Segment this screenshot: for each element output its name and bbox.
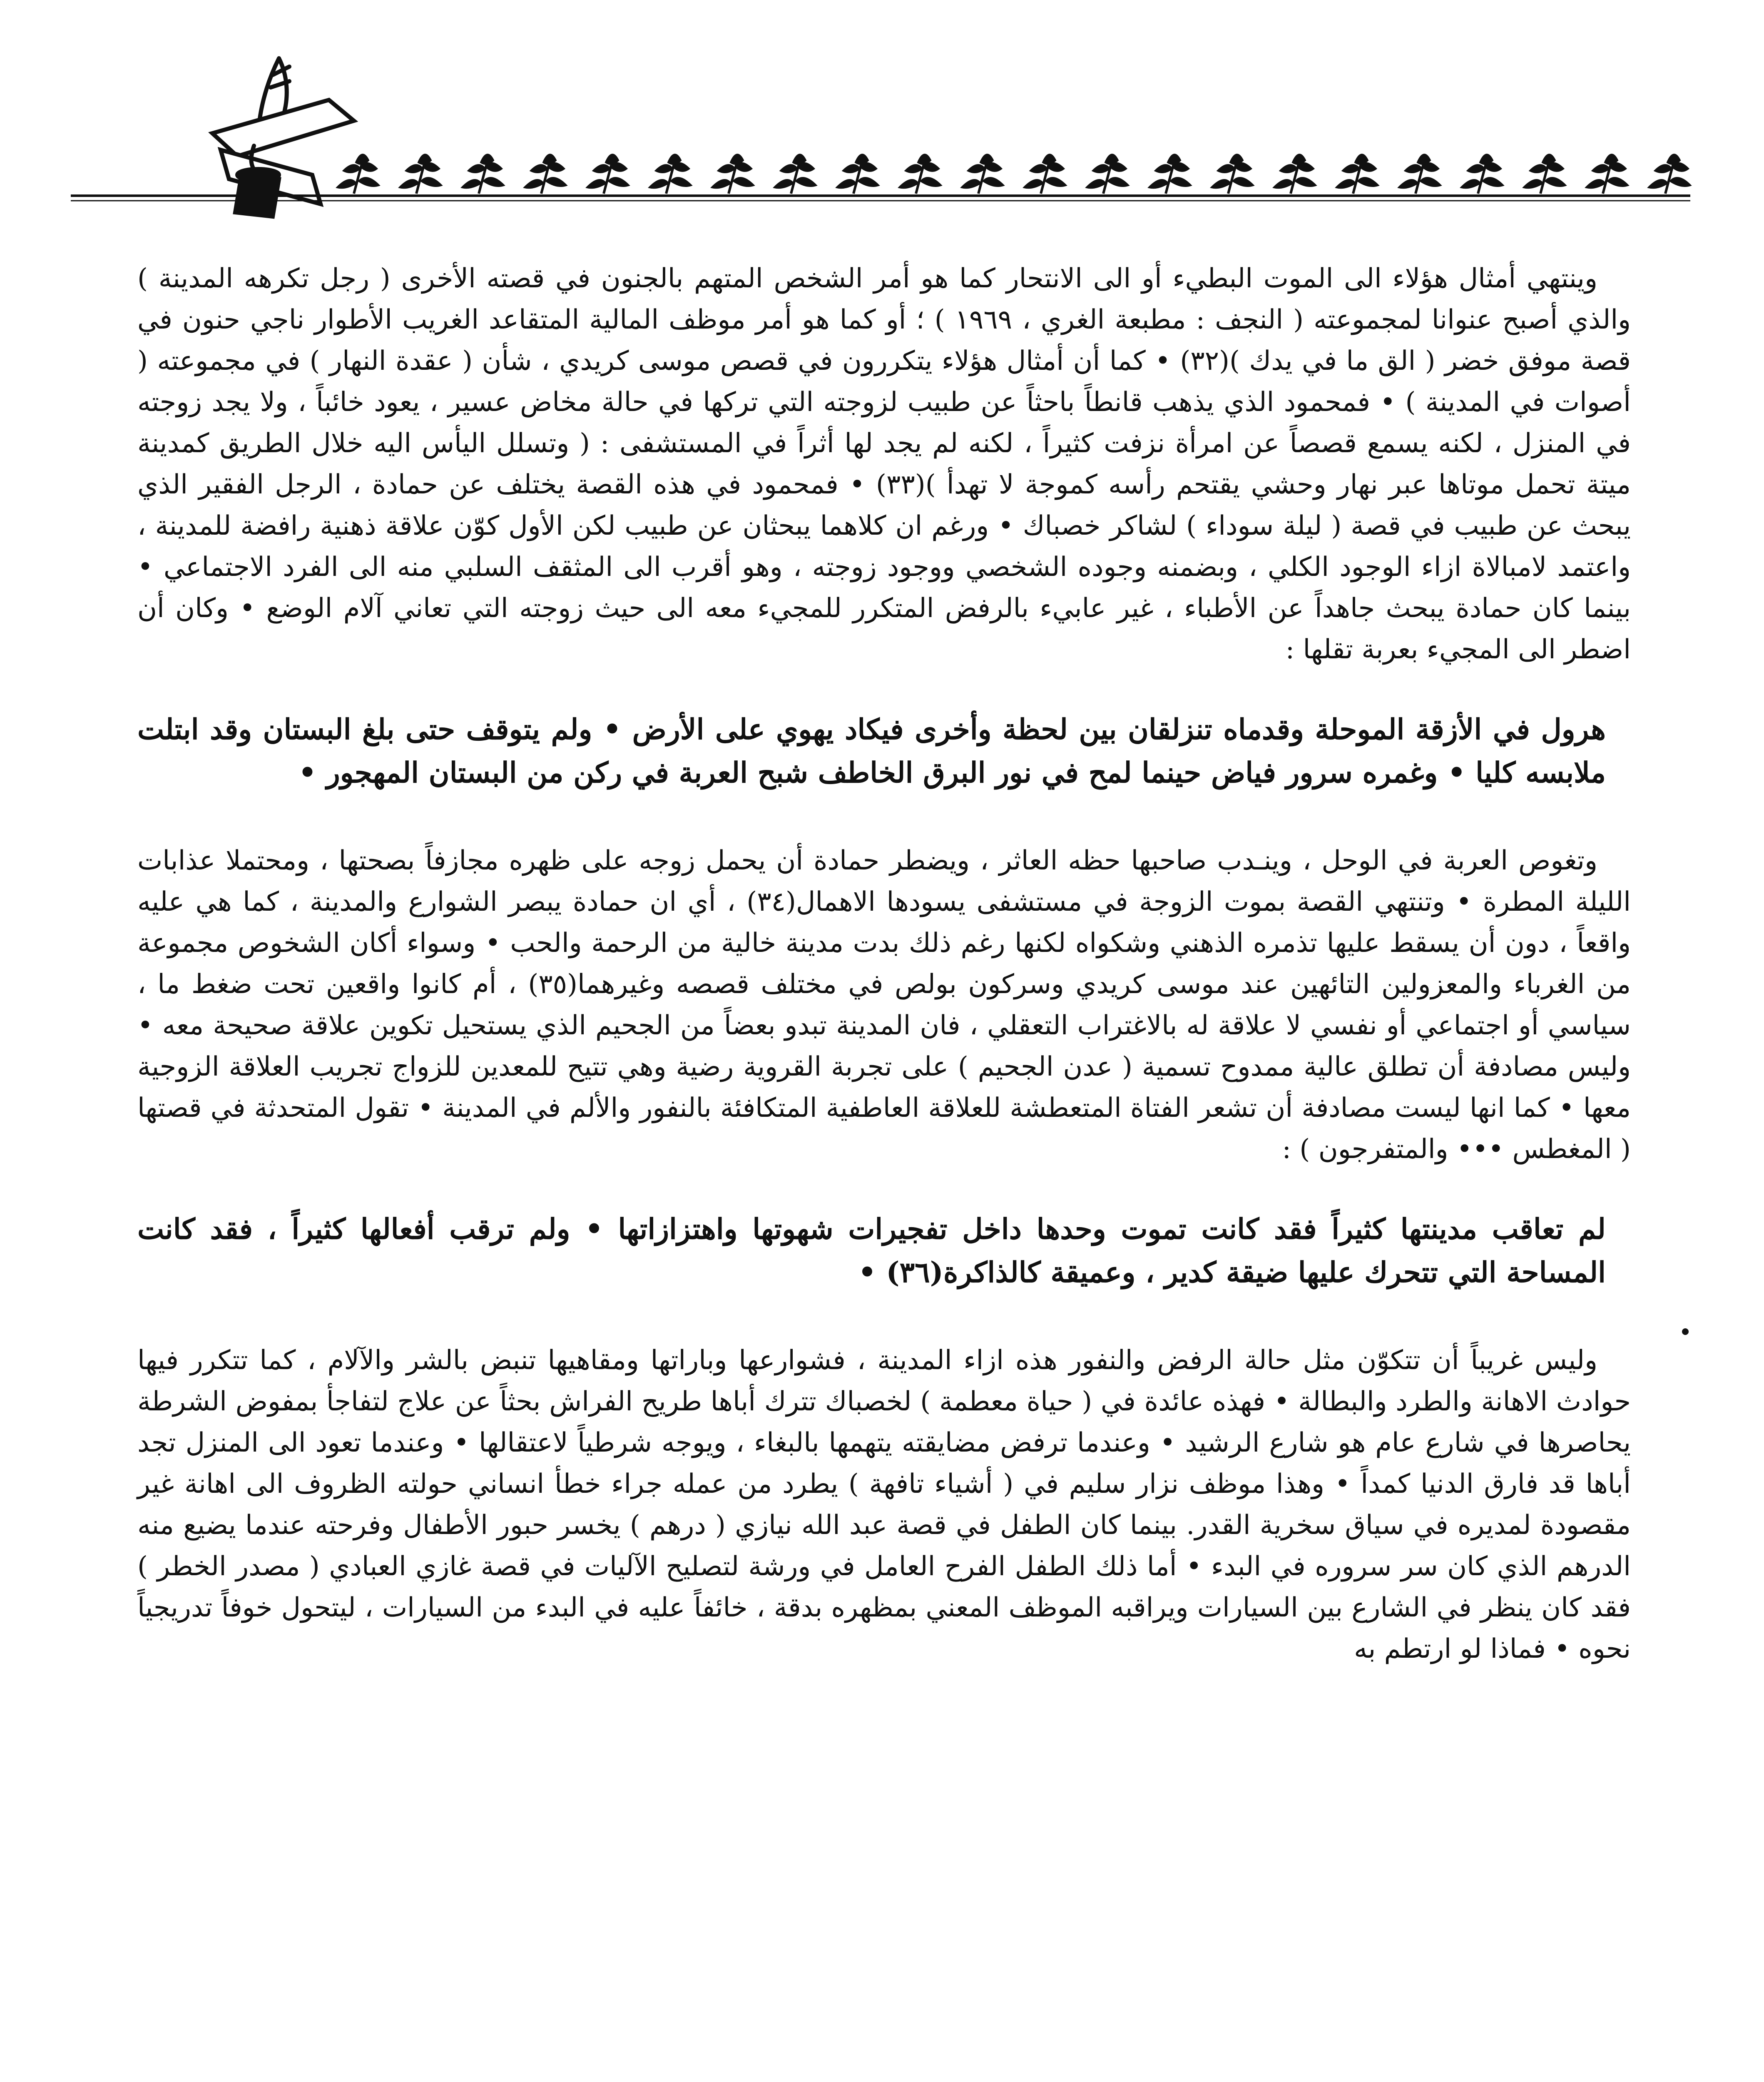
leaf-sprig-icon <box>774 154 816 194</box>
leaf-sprig-icon <box>1274 154 1316 194</box>
paragraph-3: وليس غريباً أن تتكوّن مثل حالة الرفض والنفور هذه ازاء المدينة ، فشوارعها وباراتها ومقاهيها تنبض بالشر والآلام ، كما تتكرر فيها حوادث الاهانة والطرد والبطالة • فهذه عائدة في ( حياة معطمة ) لخصباك تترك أباها طريح الفراش بحثاً عن علاج لتفاجأ بمفوض الشرطة يحاصرها في شارع عام هو شارع الرشيد • وعندما ترفض مضايقته يتهمها بالبغاء ، ويوجه شرطياً لاعتقالها • وعندما تعود الى المنزل تجد أباها قد فارق الدنيا كمداً • وهذا موظف نزار سليم في ( أشياء تافهة ) يطرد من عمله جراء خطأ انساني حولته الظروف الى اهانة غير مقصودة لمديره في سياق سخرية القدر. بينما كان الطفل في قصة عبد الله نيازي ( درهم ) يخسر حبور الأطفال وفرحته عندما يضيع منه الدرهم الذي كان سر سروره في البدء • أما ذلك الطفل الفرح العامل في ورشة لتصليح الآليات في قصة غازي العبادي ( مصدر الخطر ) فقد كان ينظر في الشارع بين السيارات ويراقبه الموظف المعني بمظهره بدقة ، خائفاً عليه في البدء من السيارات ، ليتحول خوفاً تدريجياً نحوه • فماذا لو ارتطم به <box>137 1345 1631 1664</box>
leaf-sprig-icon <box>1461 154 1503 194</box>
leaf-sprig-icon <box>462 154 504 194</box>
leaf-sprig-icon <box>1586 154 1628 194</box>
leaf-sprig-icon <box>837 154 878 194</box>
quote-2: لم تعاقب مدينتها كثيراً فقد كانت تموت وحدها داخل تفجيرات شهوتها واهتزازاتها • ولم ترقب أفعالها كثيراً ، فقد كانت المساحة التي تتحرك عليها ضيقة كدير ، وعميقة كالذاكرة(٣٦) • <box>137 1213 1606 1289</box>
quill-ink-icon <box>212 58 354 217</box>
header-ornament <box>62 50 1699 242</box>
leaf-sprig-icon <box>712 154 754 194</box>
stray-dot <box>1682 1328 1689 1335</box>
leaf-sprig-icon <box>962 154 1003 194</box>
leaf-sprig-icon <box>649 154 691 194</box>
document-body <box>137 258 1631 1670</box>
leaf-sprig-icon <box>1024 154 1066 194</box>
leaf-sprig-icon <box>1649 154 1690 194</box>
paragraph-2: وتغوص العربة في الوحل ، وينـدب صاحبها حظه العاثر ، ويضطر حمادة أن يحمل زوجه على ظهره مجازفاً بصحتها ، ومحتملا عذابات الليلة المطرة • وتنتهي القصة بموت الزوجة في مستشفى يسودها الاهمال(٣٤) ، أي ان حمادة يبصر الشوارع والمدينة ، كما هي عليه واقعاً ، دون أن يسقط عليها تذمره الذهني وشكواه لكنها رغم ذلك بدت مدينة خالية من الرحمة والحب • وسواء أكان الشخوص مجموعة من الغرباء والمعزولين التائهين عند موسى كريدي وسركون بولص في مختلف قصصه وغيرهما(٣٥) ، أم كانوا واقعين تحت ضغط ما ، سياسي أو اجتماعي أو نفسي لا علاقة له بالاغتراب التعقلي ، فان المدينة تبدو بعضاً من الجحيم الذي يستحيل تكوين علاقة صحيحة معه • وليس مصادفة أن تطلق عالية ممدوح تسمية ( عدن الجحيم ) على تجربة القروية رضية وهي تتيح للمعدين للزواج تجريب العلاقة الزوجية معها • كما انها ليست مصادفة أن تشعر الفتاة المتعطشة للعلاقة العاطفية المتكافئة بالنفور والألم في المدينة • تقول المتحدثة في قصتها ( المغطس ••• والمتفرجون ) : <box>137 845 1631 1165</box>
quote-1: هرول في الأزقة الموحلة وقدماه تنزلقان بين لحظة وأخرى فيكاد يهوي على الأرض • ولم يتوقف حتى بلغ البستان وقد ابتلت ملابسه كليا • وغمره سرور فياض حينما لمح في نور البرق الخاطف شبح العربة في ركن من البستان المهجور • <box>137 713 1606 789</box>
leaf-sprig-icon <box>1336 154 1378 194</box>
leaf-sprig-icon <box>1087 154 1128 194</box>
leaf-sprig-icon <box>899 154 941 194</box>
leaf-sprig-icon <box>587 154 629 194</box>
leaf-sprig-icon <box>1212 154 1253 194</box>
leaf-sprig-icon <box>1524 154 1565 194</box>
leaf-sprig-icon <box>337 154 379 194</box>
paragraph-1: وينتهي أمثال هؤلاء الى الموت البطيء أو الى الانتحار كما هو أمر الشخص المتهم بالجنون في قصته الأخرى ( رجل تكرهه المدينة ) والذي أصبح عنوانا لمجموعته ( النجف : مطبعة الغري ، ١٩٦٩ ) ؛ أو كما هو أمر موظف المالية المتقاعد الغريب الأطوار ناجي حنون في قصة موفق خضر ( الق ما في يدك )(٣٢) • كما أن أمثال هؤلاء يتكررون في قصص موسى كريدي ، شأن ( عقدة النهار ) في مجموعته ( أصوات في المدينة ) • فمحمود الذي يذهب قانطاً باحثاً عن طبيب لزوجته التي تركها في حالة مخاض عسير ، يعود خائباً ، ولا يجد زوجته في المنزل ، لكنه يسمع قصصاً عن امرأة نزفت كثيراً ، لكنه لم يجد لها أثراً في المستشفى : ( وتسلل اليأس اليه خلال الطريق كمدينة ميتة تحمل موتاها عبر نهار وحشي يقتحم رأسه كموجة لا تهدأ )(٣٣) • فمحمود في هذه القصة يختلف عن حمادة ، الرجل الفقير الذي يبحث عن طبيب في قصة ( ليلة سوداء ) لشاكر خصباك • ورغم ان كلاهما يبحثان عن طبيب لكن الأول كوّن علاقة ذهنية رافضة للمدينة ، واعتمد لامبالاة ازاء الوجود الكلي ، وبضمنه وجوده الشخصي ووجود زوجته ، وهو أقرب الى المثقف السلبي منه الى الفرد الاجتماعي • بينما كان حمادة يبحث جاهداً عن الأطباء ، غير عابيء بالرفض المتكرر للمجيء معه الى حيث زوجته التي تعاني آلام الوضع • وكان أن اضطر الى المجيء بعربة تقلها : <box>137 263 1631 665</box>
leaf-sprig-icon <box>1149 154 1191 194</box>
leaf-sprig-icon <box>1399 154 1441 194</box>
leaf-sprig-icon <box>400 154 441 194</box>
leaf-sprig-icon <box>525 154 566 194</box>
